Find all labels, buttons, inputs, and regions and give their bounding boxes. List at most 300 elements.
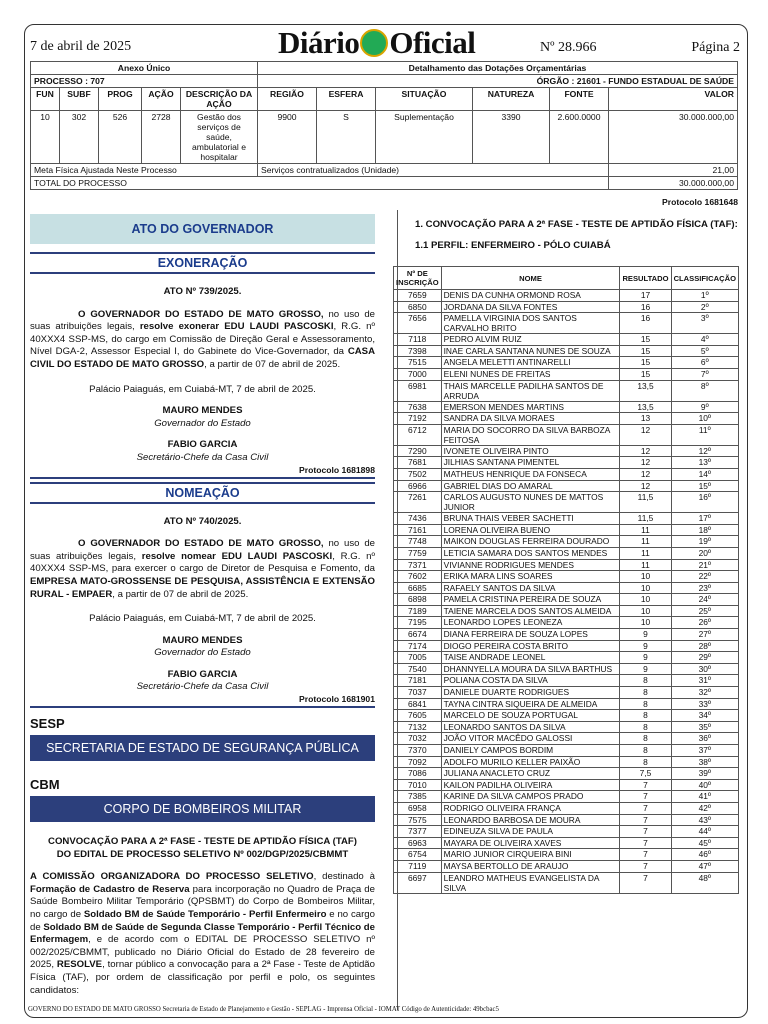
protocol-label: Protocolo 1681898	[30, 465, 375, 479]
nome-cell: JOÃO VITOR MACÊDO GALOSSI	[441, 733, 620, 745]
classificacao-cell: 12º	[671, 445, 738, 457]
table-row	[394, 468, 739, 480]
cbm-banner: CORPO DE BOMBEIROS MILITAR	[30, 796, 375, 822]
resultado-cell: 7	[620, 826, 671, 838]
header-cell: SITUAÇÃO	[376, 88, 473, 111]
table-row	[394, 401, 739, 413]
resultado-cell: 7	[620, 791, 671, 803]
nome-cell: LETICIA SAMARA DOS SANTOS MENDES	[441, 547, 620, 559]
inscricao-cell: 7638	[394, 401, 442, 413]
text-span: , R.G. nº 40XXX4 SSP-MS, do cargo em Comissão de Direção Geral e Assessoramento, Nível DGA-2, Assessor Especial I, do Gabinete do Vice-Governador, da	[30, 321, 376, 358]
meta-label: Meta Física Ajustada Neste Processo	[31, 164, 258, 177]
text-span: O GOVERNADOR DO ESTADO DE MATO GROSSO,	[78, 308, 324, 320]
resultado-cell: 13	[620, 413, 671, 425]
budget-header-row	[31, 88, 738, 111]
ato2-body	[30, 538, 375, 601]
classificacao-cell: 29º	[671, 652, 738, 664]
nome-cell: SANDRA DA SILVA MORAES	[441, 413, 620, 425]
classificacao-cell: 18º	[671, 524, 738, 536]
resultado-cell: 9	[620, 640, 671, 652]
palace-date: Palácio Paiaguás, em Cuiabá-MT, 7 de abril de 2025.	[89, 383, 316, 395]
nome-cell: GABRIEL DIAS DO AMARAL	[441, 480, 620, 492]
table-row	[394, 547, 739, 559]
table-row	[394, 345, 739, 357]
nome-cell: DANIELE DUARTE RODRIGUES	[441, 687, 620, 699]
resultado-cell: 16	[620, 313, 671, 334]
table-row	[394, 629, 739, 641]
candidates-table	[393, 266, 739, 894]
text-span: resolve nomear EDU LAUDI PASCOSKI	[141, 550, 333, 562]
cbm-label: CBM	[30, 777, 60, 793]
classificacao-cell: 46º	[671, 849, 738, 861]
table-row	[394, 424, 739, 445]
classificacao-cell: 32º	[671, 687, 738, 699]
classificacao-cell: 40º	[671, 779, 738, 791]
resultado-cell: 11,5	[620, 513, 671, 525]
table-row	[394, 334, 739, 346]
signer-name: FABIO GARCIA	[167, 668, 238, 680]
table-row	[394, 290, 739, 302]
classificacao-cell: 6º	[671, 357, 738, 369]
inscricao-cell: 7540	[394, 663, 442, 675]
nome-cell: LEONARDO SANTOS DA SILVA	[441, 721, 620, 733]
inscricao-cell: 7092	[394, 756, 442, 768]
text-span: , destinado à	[313, 871, 375, 883]
inscricao-cell: 7575	[394, 814, 442, 826]
issue-number: Nº 28.966	[540, 40, 597, 55]
inscricao-cell: 7195	[394, 617, 442, 629]
nome-cell: THAIS MARCELLE PADILHA SANTOS DE ARRUDA	[441, 380, 620, 401]
ato2-title: ATO Nº 740/2025.	[163, 515, 242, 527]
classificacao-cell: 41º	[671, 791, 738, 803]
meta-service: Serviços contratualizados (Unidade)	[258, 164, 609, 177]
resultado-cell: 7	[620, 802, 671, 814]
nome-cell: LORENA OLIVEIRA BUENO	[441, 524, 620, 536]
table-row	[394, 652, 739, 664]
table-row	[394, 675, 739, 687]
resultado-cell: 7	[620, 872, 671, 893]
resultado-cell: 15	[620, 334, 671, 346]
nome-cell: MARIO JUNIOR CIRQUEIRA BINI	[441, 849, 620, 861]
resultado-cell: 7	[620, 849, 671, 861]
nome-cell: EDINEUZA SILVA DE PAULA	[441, 826, 620, 838]
nome-cell: PEDRO ALVIM RUIZ	[441, 334, 620, 346]
budget-data-row	[31, 111, 738, 164]
classificacao-cell: 22º	[671, 571, 738, 583]
text-span: Soldado BM de Saúde de Segunda Classe Temporário - Perfil Técnico de Enfermagem	[30, 921, 375, 946]
convocation-title: CONVOCAÇÃO PARA A 2ª FASE - TESTE DE APTIDÃO FÍSICA (TAF)	[48, 836, 357, 848]
classificacao-cell: 26º	[671, 617, 738, 629]
nome-cell: PAMELLA VIRGINIA DOS SANTOS CARVALHO BRITO	[441, 313, 620, 334]
classificacao-cell: 33º	[671, 698, 738, 710]
resultado-cell: 9	[620, 629, 671, 641]
classificacao-cell: 11º	[671, 424, 738, 445]
table-row	[394, 802, 739, 814]
resultado-cell: 8	[620, 675, 671, 687]
classificacao-cell: 39º	[671, 768, 738, 780]
text-span: RESOLVE	[56, 959, 103, 971]
classificacao-cell: 23º	[671, 582, 738, 594]
data-cell: S	[317, 111, 376, 164]
candidates-header-row	[394, 267, 739, 290]
header-cell: FONTE	[550, 88, 609, 111]
data-cell: 2728	[142, 111, 181, 164]
table-row	[394, 357, 739, 369]
nome-cell: DIOGO PEREIRA COSTA BRITO	[441, 640, 620, 652]
right-column	[396, 219, 739, 894]
nome-cell: RAFAELY SANTOS DA SILVA	[441, 582, 620, 594]
classificacao-cell: 10º	[671, 413, 738, 425]
classificacao-cell: 47º	[671, 860, 738, 872]
ato1-body	[30, 309, 375, 372]
signer-role: Secretário-Chefe da Casa Civil	[136, 451, 269, 463]
sesp-label: SESP	[30, 716, 65, 732]
resultado-cell: 10	[620, 582, 671, 594]
nome-cell: MAYARA DE OLIVEIRA XAVES	[441, 837, 620, 849]
nome-cell: MAYSA BERTOLLO DE ARAUJO	[441, 860, 620, 872]
nome-cell: IVONETE OLIVEIRA PINTO	[441, 445, 620, 457]
classificacao-cell: 2º	[671, 301, 738, 313]
resultado-cell: 9	[620, 663, 671, 675]
inscricao-cell: 7515	[394, 357, 442, 369]
nome-cell: KAILON PADILHA OLIVEIRA	[441, 779, 620, 791]
inscricao-cell: 7010	[394, 779, 442, 791]
resultado-cell: 10	[620, 594, 671, 606]
text-span: no uso de suas atribuições legais,	[30, 538, 375, 562]
table-row	[394, 413, 739, 425]
nome-cell: CARLOS AUGUSTO NUNES DE MATTOS JUNIOR	[441, 492, 620, 513]
resultado-cell: 8	[620, 698, 671, 710]
data-cell: Gestão dos serviços de saúde, ambulatorial e hospitalar	[181, 111, 258, 164]
classificacao-cell: 31º	[671, 675, 738, 687]
inscricao-cell: 7398	[394, 345, 442, 357]
classificacao-cell: 21º	[671, 559, 738, 571]
classificacao-cell: 24º	[671, 594, 738, 606]
table-row	[394, 513, 739, 525]
convocation-heading: 1. CONVOCAÇÃO PARA A 2ª FASE - TESTE DE APTIDÃO FÍSICA (TAF):	[415, 219, 738, 230]
inscricao-cell: 7602	[394, 571, 442, 583]
resultado-cell: 12	[620, 445, 671, 457]
inscricao-cell: 6981	[394, 380, 442, 401]
text-span: para incorporação no Quadro de Praça de Saúde Bombeiro Militar Temporário (QPSBMT) do Corpo de Bombeiros Militar, no cargo de	[30, 883, 375, 921]
table-row	[394, 536, 739, 548]
resultado-cell: 13,5	[620, 401, 671, 413]
classificacao-cell: 20º	[671, 547, 738, 559]
nome-cell: LEONARDO LOPES LEONEZA	[441, 617, 620, 629]
text-span: , e de acordo com o EDITAL DE PROCESSO SELETIVO nº 002/2025/CBMMT, publicado no Diário Oficial do Estado de 28 fevereiro de 2025,	[30, 934, 375, 971]
resultado-cell: 12	[620, 457, 671, 469]
resultado-cell: 15	[620, 357, 671, 369]
nome-cell: RODRIGO OLIVEIRA FRANÇA	[441, 802, 620, 814]
header-classificacao: CLASSIFICAÇÃO	[671, 267, 738, 290]
nome-cell: PAMELA CRISTINA PEREIRA DE SOUZA	[441, 594, 620, 606]
inscricao-cell: 7132	[394, 721, 442, 733]
data-cell: 30.000.000,00	[609, 111, 738, 164]
resultado-cell: 8	[620, 721, 671, 733]
resultado-cell: 12	[620, 480, 671, 492]
data-cell: 526	[99, 111, 142, 164]
table-row	[394, 860, 739, 872]
table-row	[394, 605, 739, 617]
ato1-title: ATO Nº 739/2025.	[163, 286, 242, 297]
table-row	[394, 368, 739, 380]
budget-table	[30, 61, 738, 190]
resultado-cell: 10	[620, 617, 671, 629]
classificacao-cell: 17º	[671, 513, 738, 525]
classificacao-cell: 25º	[671, 605, 738, 617]
signer-role: Secretário-Chefe da Casa Civil	[136, 681, 269, 693]
left-column	[30, 214, 375, 997]
resultado-cell: 8	[620, 733, 671, 745]
table-row	[394, 640, 739, 652]
issue-date: 7 de abril de 2025	[30, 39, 132, 54]
resultado-cell: 11	[620, 536, 671, 548]
protocol-label: Protocolo 1681901	[30, 694, 375, 708]
table-row	[394, 571, 739, 583]
nome-cell: DENIS DA CUNHA ORMOND ROSA	[441, 290, 620, 302]
classificacao-cell: 30º	[671, 663, 738, 675]
inscricao-cell: 7681	[394, 457, 442, 469]
nome-cell: LEANDRO MATHEUS EVANGELISTA DA SILVA	[441, 872, 620, 893]
inscricao-cell: 6963	[394, 837, 442, 849]
annex-label: Anexo Único	[31, 62, 258, 75]
table-row	[394, 380, 739, 401]
table-row	[394, 721, 739, 733]
text-span: , tornar público a convocação para a 2ª Fase - Teste de Aptidão Física (TAF), por ordem de classificação por perfil e polo, os seguintes candidatos:	[30, 959, 375, 996]
nome-cell: JULIANA ANACLETO CRUZ	[441, 768, 620, 780]
header-cell: DESCRIÇÃO DA AÇÃO	[181, 88, 258, 111]
table-row	[394, 445, 739, 457]
header-cell: PROG	[99, 88, 142, 111]
signer-name: FABIO GARCIA	[167, 439, 238, 451]
sesp-banner: SECRETARIA DE ESTADO DE SEGURANÇA PÚBLICA	[30, 735, 375, 761]
classificacao-cell: 19º	[671, 536, 738, 548]
protocol-top: Protocolo 1681648	[662, 197, 738, 207]
classificacao-cell: 16º	[671, 492, 738, 513]
signer-name: MAURO MENDES	[162, 634, 243, 646]
inscricao-cell: 7174	[394, 640, 442, 652]
header-cell: NATUREZA	[473, 88, 550, 111]
table-row	[394, 826, 739, 838]
nome-cell: EMERSON MENDES MARTINS	[441, 401, 620, 413]
data-cell: 2.600.0000	[550, 111, 609, 164]
table-row	[394, 733, 739, 745]
nome-cell: DHANNYELLA MOURA DA SILVA BARTHUS	[441, 663, 620, 675]
classificacao-cell: 45º	[671, 837, 738, 849]
inscricao-cell: 7037	[394, 687, 442, 699]
table-row	[394, 698, 739, 710]
inscricao-cell: 7192	[394, 413, 442, 425]
process-label: PROCESSO : 707	[31, 75, 258, 88]
nome-cell: ELENI NUNES DE FREITAS	[441, 368, 620, 380]
nome-cell: ADOLFO MURILO KELLER PAIXÃO	[441, 756, 620, 768]
masthead	[30, 25, 742, 61]
inscricao-cell: 7119	[394, 860, 442, 872]
classificacao-cell: 38º	[671, 756, 738, 768]
inscricao-cell: 7605	[394, 710, 442, 722]
nome-cell: KARINE DA SILVA CAMPOS PRADO	[441, 791, 620, 803]
inscricao-cell: 7161	[394, 524, 442, 536]
classificacao-cell: 43º	[671, 814, 738, 826]
header-nome: NOME	[441, 267, 620, 290]
text-span: A COMISSÃO ORGANIZADORA DO PROCESSO SELETIVO	[30, 871, 314, 883]
signer-role: Governador do Estado	[154, 417, 251, 429]
resultado-cell: 11,5	[620, 492, 671, 513]
resultado-cell: 17	[620, 290, 671, 302]
header-cell: FUN	[31, 88, 60, 111]
resultado-cell: 15	[620, 368, 671, 380]
nome-cell: JILHIAS SANTANA PIMENTEL	[441, 457, 620, 469]
ato-governador-banner: ATO DO GOVERNADOR	[30, 214, 375, 244]
profile-heading: 1.1 PERFIL: ENFERMEIRO - PÓLO CUIABÁ	[415, 240, 611, 251]
text-span: CASA CIVIL DO ESTADO DE MATO GROSSO	[30, 346, 375, 370]
header-cell: AÇÃO	[142, 88, 181, 111]
nome-cell: ERIKA MARA LINS SOARES	[441, 571, 620, 583]
table-row	[394, 492, 739, 513]
nome-cell: POLIANA COSTA DA SILVA	[441, 675, 620, 687]
classificacao-cell: 44º	[671, 826, 738, 838]
nome-cell: MARCELO DE SOUZA PORTUGAL	[441, 710, 620, 722]
classificacao-cell: 36º	[671, 733, 738, 745]
table-row	[394, 594, 739, 606]
inscricao-cell: 7005	[394, 652, 442, 664]
nome-cell: DIANA FERREIRA DE SOUZA LOPES	[441, 629, 620, 641]
header-cell: ESFERA	[317, 88, 376, 111]
nome-cell: VIVIANNE RODRIGUES MENDES	[441, 559, 620, 571]
nome-cell: ANGELA MELETTI ANTINARELLI	[441, 357, 620, 369]
text-span: O GOVERNADOR DO ESTADO DE MATO GROSSO,	[78, 538, 324, 550]
resultado-cell: 13,5	[620, 380, 671, 401]
classificacao-cell: 14º	[671, 468, 738, 480]
resultado-cell: 16	[620, 301, 671, 313]
table-row	[394, 814, 739, 826]
state-seal-icon	[360, 29, 388, 57]
resultado-cell: 8	[620, 710, 671, 722]
classificacao-cell: 15º	[671, 480, 738, 492]
text-span: resolve exonerar EDU LAUDI PASCOSKI	[139, 321, 334, 333]
classificacao-cell: 28º	[671, 640, 738, 652]
data-cell: 9900	[258, 111, 317, 164]
resultado-cell: 8	[620, 687, 671, 699]
table-row	[394, 779, 739, 791]
resultado-cell: 12	[620, 424, 671, 445]
table-row	[394, 663, 739, 675]
nome-cell: LEONARDO BARBOSA DE MOURA	[441, 814, 620, 826]
data-cell: Suplementação	[376, 111, 473, 164]
table-row	[394, 617, 739, 629]
resultado-cell: 7	[620, 837, 671, 849]
inscricao-cell: 7086	[394, 768, 442, 780]
table-row	[394, 301, 739, 313]
table-row	[394, 837, 739, 849]
title-part-b: Oficial	[389, 25, 476, 60]
nome-cell: TAYNA CINTRA SIQUEIRA DE ALMEIDA	[441, 698, 620, 710]
resultado-cell: 11	[620, 559, 671, 571]
table-row	[394, 872, 739, 893]
inscricao-cell: 7759	[394, 547, 442, 559]
table-row	[394, 791, 739, 803]
inscricao-cell: 6712	[394, 424, 442, 445]
table-row	[394, 687, 739, 699]
inscricao-cell: 7371	[394, 559, 442, 571]
inscricao-cell: 6898	[394, 594, 442, 606]
text-span: , a partir de 07 de abril de 2025.	[112, 588, 249, 600]
nome-cell: MARIA DO SOCORRO DA SILVA BARBOZA FEITOSA	[441, 424, 620, 445]
title-part-a: Diário	[278, 25, 360, 60]
table-row	[394, 313, 739, 334]
page-number: Página 2	[691, 40, 740, 55]
data-cell: 3390	[473, 111, 550, 164]
table-row	[394, 710, 739, 722]
header-inscricao: Nº DE INSCRIÇÃO	[394, 267, 442, 290]
classificacao-cell: 8º	[671, 380, 738, 401]
classificacao-cell: 9º	[671, 401, 738, 413]
resultado-cell: 10	[620, 571, 671, 583]
table-row	[394, 559, 739, 571]
inscricao-cell: 7370	[394, 745, 442, 757]
classificacao-cell: 37º	[671, 745, 738, 757]
inscricao-cell: 7181	[394, 675, 442, 687]
inscricao-cell: 7748	[394, 536, 442, 548]
convocation-body	[30, 871, 375, 997]
inscricao-cell: 7189	[394, 605, 442, 617]
nome-cell: TAIENE MARCELA DOS SANTOS ALMEIDA	[441, 605, 620, 617]
text-span: , R.G. nº 40XXX4 SSP-MS, para exercer o cargo de Diretor de Pesquisa e Fomento, da	[30, 550, 376, 575]
inscricao-cell: 7000	[394, 368, 442, 380]
table-row	[394, 768, 739, 780]
nome-cell: TAISE ANDRADE LEONEL	[441, 652, 620, 664]
inscricao-cell: 6966	[394, 480, 442, 492]
total-label: TOTAL DO PROCESSO	[31, 177, 609, 190]
nome-cell: INAE CARLA SANTANA NUNES DE SOUZA	[441, 345, 620, 357]
resultado-cell: 10	[620, 605, 671, 617]
inscricao-cell: 7502	[394, 468, 442, 480]
table-row	[394, 457, 739, 469]
inscricao-cell: 7032	[394, 733, 442, 745]
table-row	[394, 745, 739, 757]
table-row	[394, 524, 739, 536]
resultado-cell: 7	[620, 860, 671, 872]
classificacao-cell: 1º	[671, 290, 738, 302]
classificacao-cell: 3º	[671, 313, 738, 334]
resultado-cell: 7,5	[620, 768, 671, 780]
palace-date: Palácio Paiaguás, em Cuiabá-MT, 7 de abril de 2025.	[89, 613, 316, 625]
nome-cell: JORDANA DA SILVA FONTES	[441, 301, 620, 313]
text-span: , a partir de 07 de abril de 2025.	[204, 358, 341, 370]
resultado-cell: 11	[620, 547, 671, 559]
text-span: EMPRESA MATO-GROSSENSE DE PESQUISA, ASSISTÊNCIA E EXTENSÃO RURAL - EMPAER	[30, 575, 375, 600]
resultado-cell: 11	[620, 524, 671, 536]
resultado-cell: 12	[620, 468, 671, 480]
inscricao-cell: 6697	[394, 872, 442, 893]
inscricao-cell: 7118	[394, 334, 442, 346]
text-span: Soldado BM de Saúde Temporário - Perfil Enfermeiro	[83, 909, 327, 921]
inscricao-cell: 6841	[394, 698, 442, 710]
text-span: Formação de Cadastro de Reserva	[30, 883, 190, 895]
total-value: 30.000.000,00	[609, 177, 738, 190]
table-row	[394, 582, 739, 594]
nome-cell: DANIELY CAMPOS BORDIM	[441, 745, 620, 757]
detail-label: Detalhamento das Dotações Orçamentárias	[258, 62, 738, 75]
header-cell: VALOR	[609, 88, 738, 111]
classificacao-cell: 34º	[671, 710, 738, 722]
data-cell: 302	[60, 111, 99, 164]
newspaper-title	[278, 25, 475, 61]
inscricao-cell: 7261	[394, 492, 442, 513]
header-resultado: RESULTADO	[620, 267, 671, 290]
inscricao-cell: 6958	[394, 802, 442, 814]
nomeacao-heading: NOMEAÇÃO	[30, 482, 375, 504]
